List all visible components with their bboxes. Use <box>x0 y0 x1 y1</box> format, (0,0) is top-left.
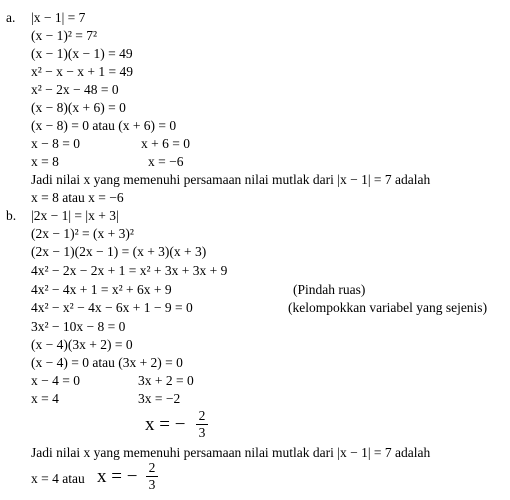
conclusion-text: Jadi nilai x yang memenuhi persamaan nilai mutlak dari |x − 1| = 7 adalah <box>31 172 431 187</box>
equation-line: x + 6 = 0 <box>141 136 190 151</box>
conclusion-answer: x = 8 atau x = −6 <box>31 190 124 205</box>
conclusion-answer: x = 4 atau <box>31 471 85 486</box>
equation-line: 3x² − 10x − 8 = 0 <box>31 319 126 334</box>
fraction-numerator: 2 <box>196 408 208 425</box>
equation-line: x = 8 <box>31 154 59 169</box>
step-note: (Pindah ruas) <box>293 282 366 297</box>
equation-line: (x − 1)(x − 1) = 49 <box>31 46 133 61</box>
fraction-numerator: 2 <box>146 460 158 477</box>
equation-line: (x − 8) = 0 atau (x + 6) = 0 <box>31 118 177 133</box>
equation-line: x² − x − x + 1 = 49 <box>31 64 134 79</box>
equation-line: x = 4 <box>31 391 59 406</box>
conclusion-text: Jadi nilai x yang memenuhi persamaan nilai mutlak dari |x − 1| = 7 adalah <box>31 445 431 460</box>
fraction-two-thirds <box>196 408 208 441</box>
equation-line: 3x + 2 = 0 <box>138 373 194 388</box>
item-marker-a: a. <box>6 10 16 25</box>
equation-line: x = −6 <box>148 154 184 169</box>
equation-line: (2x − 1)(2x − 1) = (x + 3)(x + 3) <box>31 244 207 259</box>
equation-line: 4x² − 2x − 2x + 1 = x² + 3x + 3x + 9 <box>31 263 228 278</box>
equation-line: x − 8 = 0 <box>31 136 80 151</box>
fraction-denominator: 3 <box>148 477 156 492</box>
fraction-two-thirds <box>146 460 158 493</box>
equation-line: x − 4 = 0 <box>31 373 80 388</box>
equation-line: 3x = −2 <box>138 391 181 406</box>
equation-line: 4x² − 4x + 1 = x² + 6x + 9 <box>31 282 172 297</box>
equation-line: (x − 1)² = 7² <box>31 28 98 43</box>
item-marker-b: b. <box>6 208 17 223</box>
equation-line: |x − 1| = 7 <box>31 10 86 25</box>
equation-line: (2x − 1)² = (x + 3)² <box>31 226 134 241</box>
equation-line: 4x² − x² − 4x − 6x + 1 − 9 = 0 <box>31 300 193 315</box>
equation-line: (x − 4)(3x + 2) = 0 <box>31 337 133 352</box>
equation-line: (x − 8)(x + 6) = 0 <box>31 100 126 115</box>
equation-line: (x − 4) = 0 atau (3x + 2) = 0 <box>31 355 183 370</box>
fraction-equation-lhs: x = − <box>145 414 186 435</box>
step-note: (kelompokkan variabel yang sejenis) <box>288 300 488 315</box>
equation-line: |2x − 1| = |x + 3| <box>31 208 119 223</box>
fraction-equation-lhs: x = − <box>97 466 138 487</box>
equation-line: x² − 2x − 48 = 0 <box>31 82 119 97</box>
fraction-denominator: 3 <box>198 425 206 440</box>
